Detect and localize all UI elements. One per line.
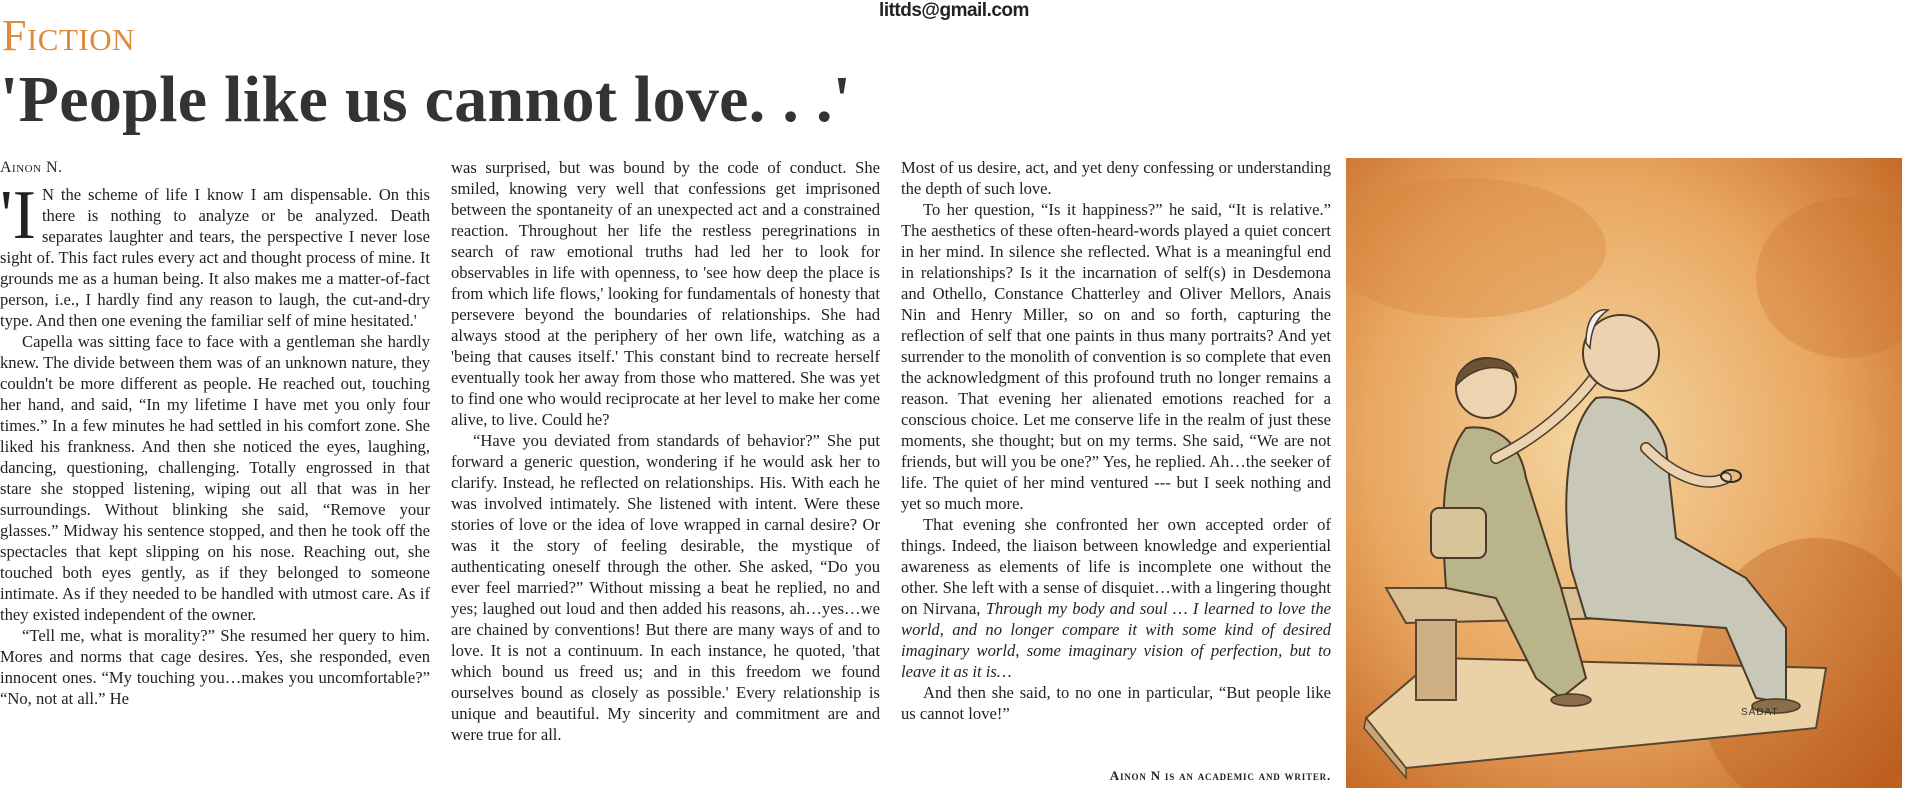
- illustration: [1346, 158, 1902, 788]
- headline: 'People like us cannot love. . .': [0, 63, 852, 136]
- artist-signature: SADAT: [1741, 707, 1779, 718]
- column-2: [451, 157, 880, 745]
- shoulder-bag: [1431, 508, 1486, 558]
- paragraph: was surprised, but was bound by the code of conduct. She smiled, knowing very well that confessions get imprisoned between the spontaneity of an unexpected act and a constrained reaction. Throughout her life the restless peregrinations in search of raw emotional truths had led her to look for observables in life with openness, to 'see how deep the place is from which life flows,' looking for fundamentals of honesty that persevere beyond the boundaries of relationships. She had always stood at the periphery of her own life, watching as a 'being that causes itself.' This constant bind to recreate herself eventually took her away from those who mattered. She was yet to find one who would reciprocate at her level to make her come alive, to live. Could he?: [451, 158, 880, 429]
- column-1: [0, 157, 430, 709]
- paragraph: “Have you deviated from standards of behavior?” She put forward a generic question, wondering if he would ask her to clarify. Instead, he reflected on relationships. His. With each he was involved intimately. She listened with intent. Were these stories of love or the idea of love wrapped in carnal desire? Or was it the story of feeling desirable, the mystique of authenticating oneself through the other. She asked, “Do you ever feel married?” Without missing a beat he replied, no and yes; laughed out loud and then added his reasons, ah…yes…we are chained by conventions! But there are many ways of and to love. It is not a continuum. In each instance, he quoted, 'that which bound us freed us; and in this freedom we found ourselves bound as closely as possible.' Every relationship is unique and beautiful. My sincerity and commitment are and were true for all.: [451, 431, 880, 744]
- woman-foot: [1551, 694, 1591, 706]
- paragraph: Most of us desire, act, and yet deny confessing or understanding the depth of such love.: [901, 158, 1331, 198]
- paragraph-text: N the scheme of life I know I am dispensable. On this there is nothing to analyze or be analyzed. Death separates laughter and tears, the perspective I never lose sight of. This fact rules every act and thought process of mine. It grounds me as a human being. It also makes me a matter-of-fact person, i.e., I hardly find any reason to laugh, the cut-and-dry type. And then one evening the familiar self of mine hesitated.': [0, 185, 430, 330]
- byline: Ainon N.: [0, 159, 63, 176]
- paragraph: To her question, “Is it happiness?” he said, “It is relative.” The aesthetics of these often-heard-words played a quiet concert in her mind. In silence she reflected. What is a meaningful end in relationships? Is it the incarnation of self(s) in Desdemona and Othello, Constance Chatterley and Oliver Mellors, Anais Nin and Henry Miller, so on and so forth, capturing the reflection of self that one paints in thus many portraits? And yet surrender to the monolith of convention is so complete that even the acknowledgment of this profound truth no longer remains a reason. That evening her alienated emotions reached for a conscious choice. Let me conserve life in the realm of just these moments, she thought; but on my terms. She said, “We are not friends, but will you be one?” Yes, he replied. Ah…the seeker of life. The quiet of her mind ventured --- but I seek nothing and yet so much more.: [901, 200, 1331, 513]
- contact-email: littds@gmail.com: [879, 0, 1029, 21]
- section-label: Fiction: [2, 11, 136, 60]
- dropcap: 'I: [0, 177, 36, 254]
- paragraph: [901, 514, 1331, 682]
- paragraph: “Tell me, what is morality?” She resumed her query to him. Mores and norms that cage desires. Yes, she responded, even innocent ones. “My touching you…makes you uncomfortable?” “No, not at all.” He: [0, 626, 430, 708]
- paragraph: [0, 177, 430, 331]
- paragraph: Capella was sitting face to face with a gentleman she hardly knew. The divide between them was of an unknown nature, they couldn't be more different as people. He reached out, touching her hand, and said, “In my lifetime I have met you only four times.” In a few minutes he had settled in his comfort zone. She liked his frankness. And then she noticed the eyes, laughing, dancing, questioning, challenging. Totally engrossed in that stare she stopped listening, wiping out all that was in her surroundings. Without blinking she said, “Remove your glasses.” Midway his sentence stopped, and then he took off the spectacles that kept slipping on his nose. Reaching out, she touched both eyes gently, as if they belonged to someone intimate. As if they needed to be handled with utmost care. As if they existed independent of the owner.: [0, 332, 430, 624]
- paragraph: And then she said, to no one in particular, “But people like us cannot love!”: [901, 683, 1331, 723]
- bench-leg: [1416, 620, 1456, 700]
- author-bio: Ainon N is an academic and writer.: [1109, 768, 1331, 783]
- column-3: [901, 157, 1331, 724]
- paragraph-text: That evening she confronted her own accepted order of things. Indeed, the liaison between knowledge and experiential awareness as elements of life is incomplete one without the other. She left with a sense of disquiet…with a lingering thought on Nirvana,: [901, 515, 1331, 618]
- italic-quote: Through my body and soul … I learned to love the world, and no longer compare it with some kind of desired imaginary world, some imaginary vision of perfection, but to leave it as it is…: [901, 599, 1331, 681]
